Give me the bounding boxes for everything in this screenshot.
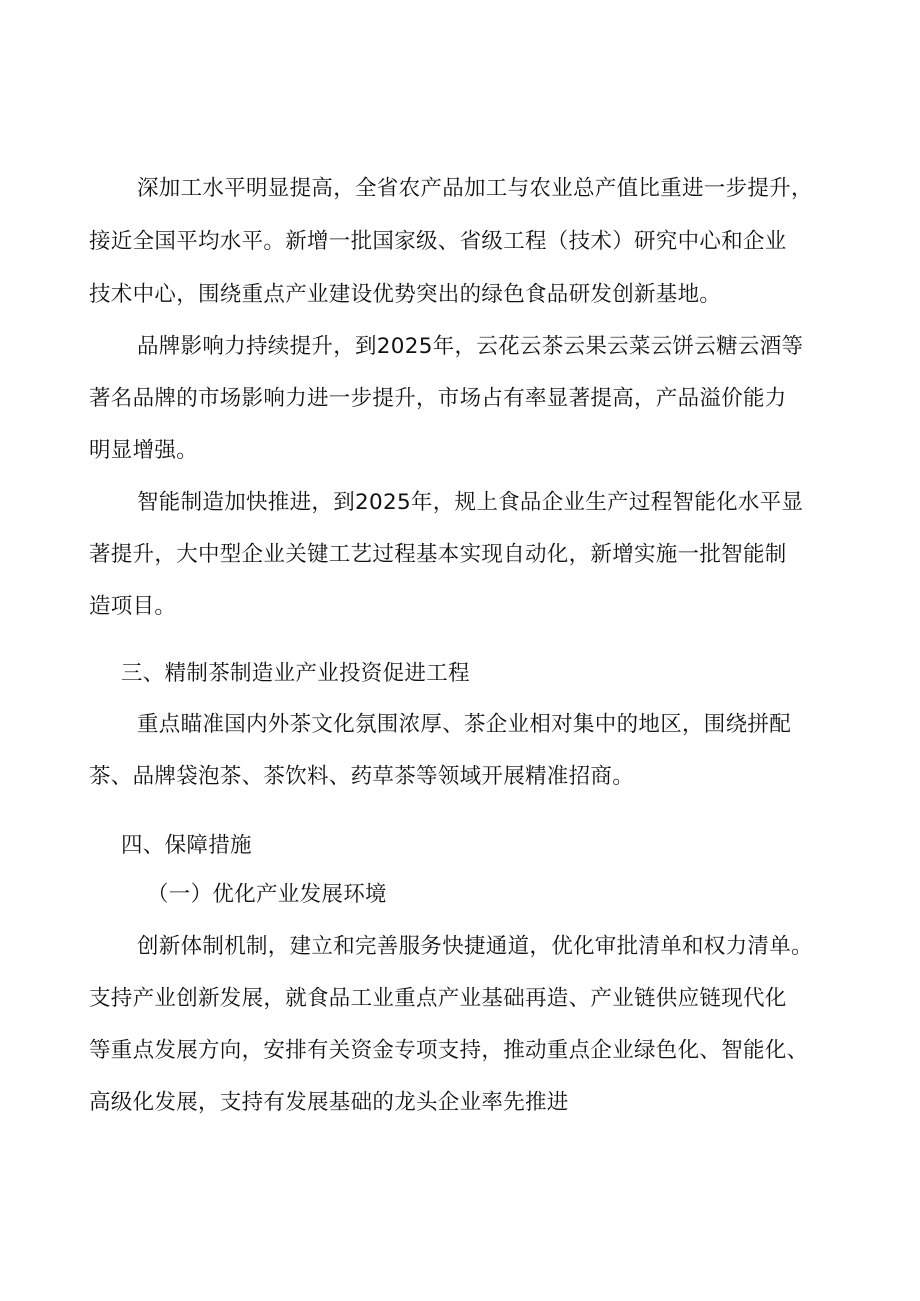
paragraph-5-line-1: 创新体制机制，建立和完善服务快捷通道，优化审批清单和权力清单。 <box>137 934 813 959</box>
paragraph-3-line-3: 造项目。 <box>89 594 177 619</box>
paragraph-3-line-1: 智能制造加快推进，到2025年，规上食品企业生产过程智能化水平显 <box>137 490 804 515</box>
paragraph-4-line-2: 茶、品牌袋泡茶、茶饮料、药草茶等领域开展精准招商。 <box>89 764 635 789</box>
paragraph-3-line-2: 著提升，大中型企业关键工艺过程基本实现自动化，新增实施一批智能制 <box>89 542 787 567</box>
section-heading-3: 三、精制茶制造业产业投资促进工程 <box>121 661 470 686</box>
paragraph-1-line-2: 接近全国平均水平。新增一批国家级、省级工程（技术）研究中心和企业 <box>89 229 787 254</box>
section-heading-4: 四、保障措施 <box>121 833 252 858</box>
paragraph-1-line-3: 技术中心，围绕重点产业建设优势突出的绿色食品研发创新基地。 <box>89 282 722 307</box>
paragraph-5-line-3: 等重点发展方向，安排有关资金专项支持，推动重点企业绿色化、智能化、 <box>89 1038 809 1063</box>
paragraph-2-line-1: 品牌影响力持续提升，到2025年，云花云茶云果云菜云饼云糖云酒等 <box>137 334 804 359</box>
paragraph-5-line-2: 支持产业创新发展，就食品工业重点产业基础再造、产业链供应链现代化 <box>89 986 787 1011</box>
subsection-heading-4-1: （一）优化产业发展环境 <box>147 882 387 907</box>
paragraph-2-line-2: 著名品牌的市场影响力进一步提升，市场占有率显著提高，产品溢价能力 <box>89 386 787 411</box>
paragraph-4-line-1: 重点瞄准国内外茶文化氛围浓厚、茶企业相对集中的地区，围绕拼配 <box>137 712 792 737</box>
paragraph-2-line-3: 明显增强。 <box>89 438 199 463</box>
paragraph-1-line-1: 深加工水平明显提高，全省农产品加工与农业总产值比重进一步提升， <box>137 176 813 201</box>
paragraph-5-line-4: 高级化发展，支持有发展基础的龙头企业率先推进 <box>89 1090 569 1115</box>
